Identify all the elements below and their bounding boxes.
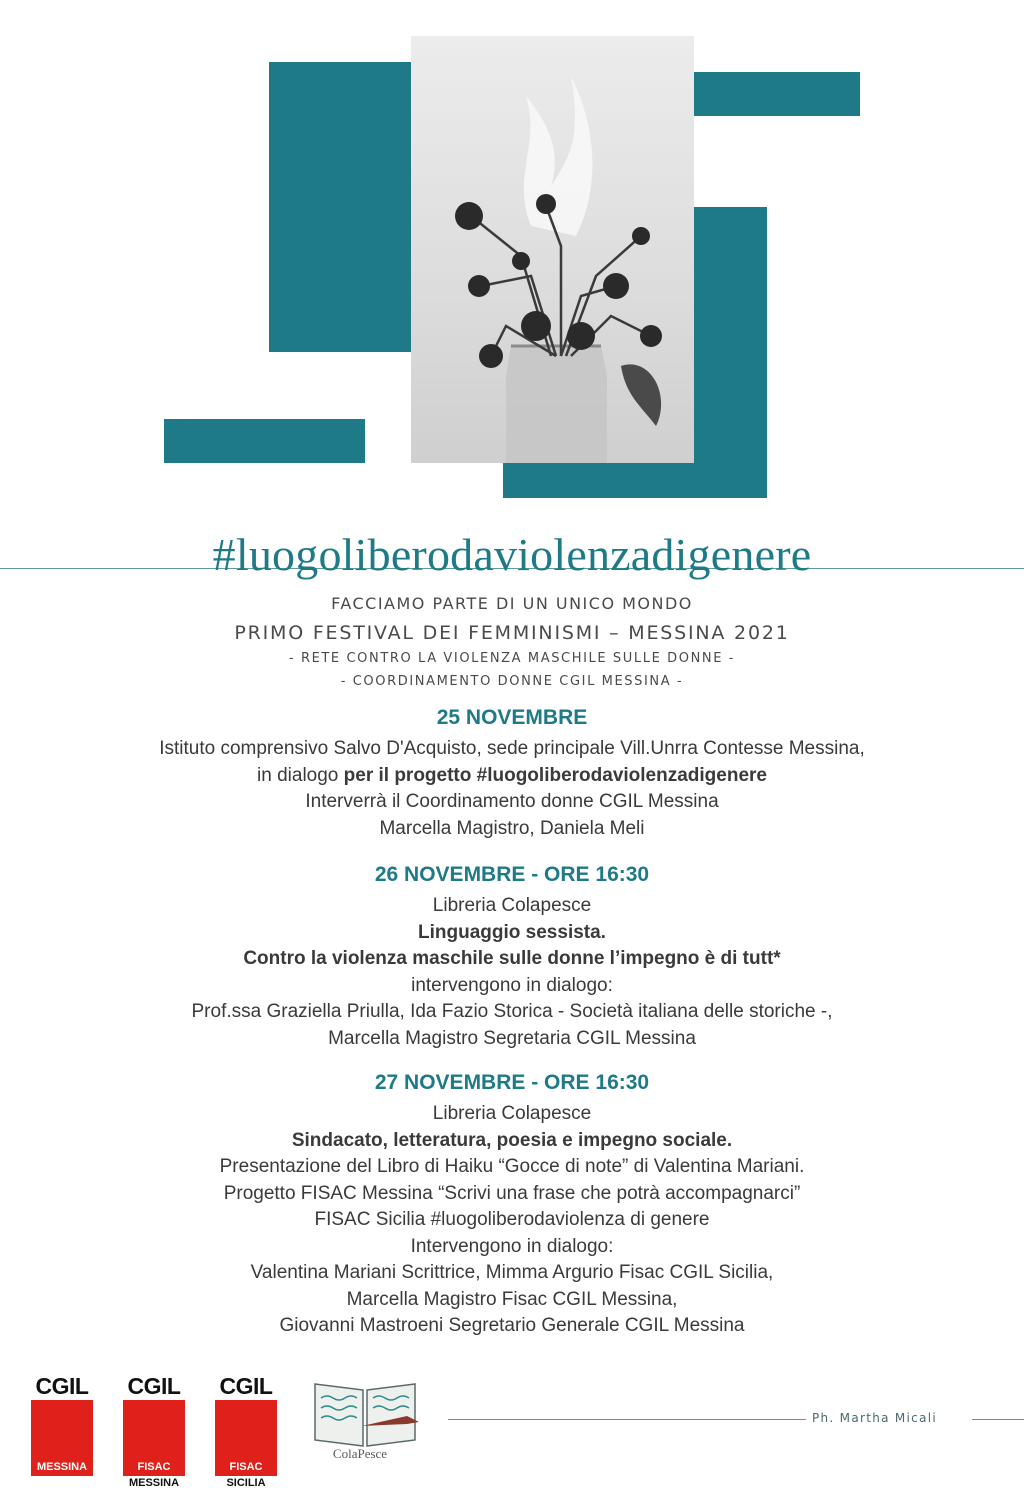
- logo-below-text: MESSINA: [128, 1477, 180, 1489]
- event-26-novembre: [0, 861, 1024, 1052]
- logo-label: FISAC: [229, 1461, 263, 1473]
- subtitle-coordinamento: - COORDINAMENTO DONNE CGIL MESSINA -: [340, 674, 684, 689]
- event-line: Marcella Magistro Segretaria CGIL Messina: [328, 1027, 696, 1049]
- event-25-novembre: [0, 704, 1024, 842]
- colapesce-name: ColaPesce: [332, 1446, 388, 1461]
- event-line: Marcella Magistro Fisac CGIL Messina,: [346, 1288, 678, 1310]
- logo-label: MESSINA: [36, 1461, 88, 1473]
- teal-block-bottom-left: [164, 419, 365, 463]
- cgil-fisac-messina-logo: [123, 1374, 185, 1490]
- event-line: Interverrà il Coordinamento donne CGIL Messina: [305, 791, 719, 812]
- subtitle-festival: PRIMO FESTIVAL DEI FEMMINISMI – MESSINA 2021: [234, 622, 790, 644]
- burning-flowers-photo: [411, 36, 694, 463]
- event-line: FISAC Sicilia #luogoliberodaviolenza di genere: [314, 1209, 710, 1230]
- event-line: Prof.ssa Graziella Priulla, Ida Fazio Storica - Società italiana delle storiche -,: [191, 1001, 833, 1022]
- event-line-part: in dialogo: [257, 764, 339, 786]
- logo-red-block: [215, 1400, 277, 1476]
- event-line-bold: Sindacato, letteratura, poesia e impegno sociale.: [291, 1129, 733, 1151]
- event-line: Giovanni Mastroeni Segretario Generale CGIL Messina: [279, 1315, 745, 1336]
- credit-rule-left: [448, 1419, 806, 1420]
- logo-top-text: CGIL: [35, 1373, 89, 1399]
- hashtag-title: #luogoliberodaviolenzadigenere: [212, 529, 812, 580]
- logo-label: FISAC: [137, 1461, 171, 1473]
- event-line: Libreria Colapesce: [432, 895, 592, 916]
- subtitle-rete: - RETE CONTRO LA VIOLENZA MASCHILE SULLE DONNE -: [288, 651, 736, 666]
- teal-block-bottom: [503, 463, 767, 498]
- event-line: Presentazione del Libro di Haiku “Gocce di note” di Valentina Mariani.: [219, 1156, 805, 1177]
- logo-top-text: CGIL: [219, 1373, 273, 1399]
- event-date: 25 NOVEMBRE: [436, 706, 588, 729]
- event-date: 26 NOVEMBRE - ORE 16:30: [374, 863, 650, 886]
- logo-below-text: SICILIA: [226, 1477, 266, 1489]
- event-line: Progetto FISAC Messina “Scrivi una frase che potrà accompagnarci”: [223, 1182, 801, 1204]
- event-line: Intervengono in dialogo:: [410, 1235, 614, 1257]
- cgil-messina-logo: [31, 1374, 93, 1476]
- event-line: Istituto comprensivo Salvo D'Acquisto, sede principale Vill.Unrra Contesse Messina,: [159, 738, 865, 759]
- event-line: Libreria Colapesce: [432, 1103, 592, 1124]
- logo-red-block: [31, 1400, 93, 1476]
- teal-block-left: [269, 62, 411, 352]
- event-line-bold: Contro la violenza maschile sulle donne l’impegno è di tutt*: [243, 948, 781, 969]
- cgil-fisac-sicilia-logo: [215, 1374, 277, 1490]
- event-line: [0, 763, 1024, 790]
- event-line-bold: Linguaggio sessista.: [418, 921, 606, 943]
- credit-rule-right: [972, 1419, 1024, 1420]
- event-date: 27 NOVEMBRE - ORE 16:30: [374, 1071, 650, 1094]
- logo-red-block: [123, 1400, 185, 1476]
- subtitle-mondo: FACCIAMO PARTE DI UN UNICO MONDO: [331, 594, 693, 613]
- event-27-novembre: [0, 1069, 1024, 1340]
- event-line-bold: per il progetto #luogoliberodaviolenzadigenere: [343, 764, 767, 786]
- event-line: Valentina Mariani Scrittrice, Mimma Argurio Fisac CGIL Sicilia,: [250, 1262, 774, 1283]
- teal-block-top-right: [694, 72, 860, 116]
- logo-top-text: CGIL: [127, 1373, 181, 1399]
- photo-credit: Ph. Martha Micali: [812, 1411, 937, 1425]
- teal-block-right-vertical: [694, 207, 767, 498]
- event-line: Marcella Magistro, Daniela Meli: [379, 817, 645, 839]
- event-line: intervengono in dialogo:: [411, 974, 613, 996]
